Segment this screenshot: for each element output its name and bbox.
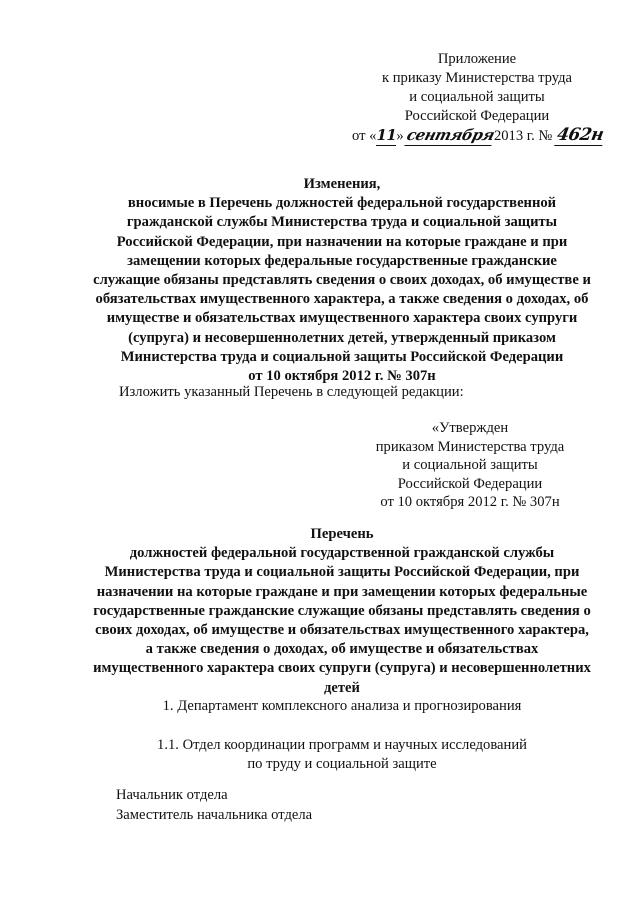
changes-title-line: от 10 октября 2012 г. № 307н <box>248 368 436 385</box>
approved-line: «Утвержден <box>431 420 509 436</box>
changes-title-line: имуществе и обязательствах имущественного характера своих супруги <box>106 310 578 327</box>
appendix-line: Российской Федерации <box>404 108 550 124</box>
appendix-header <box>352 50 605 146</box>
changes-title-line: вносимые в Перечень должностей федеральной государственной <box>127 195 557 212</box>
changes-title-line: (супруга) и несовершеннолетних детей, утвержденный приказом <box>128 329 556 346</box>
intro-paragraph: Изложить указанный Перечень в следующей редакции: <box>119 384 464 400</box>
department-heading <box>82 697 602 716</box>
division-heading <box>82 736 602 774</box>
list-title <box>82 525 602 698</box>
changes-title-line: Российской Федерации, при назначении на которые граждане и при <box>116 233 568 250</box>
list-title-line: своих доходах, об имуществе и обязательствах имущественного характера, <box>95 622 589 639</box>
approved-line: Российской Федерации <box>397 475 543 492</box>
appendix-line: Приложение <box>437 51 517 67</box>
handwritten-month: сентября <box>405 126 497 144</box>
list-title-line: имущественного характера своих супруги (супруга) и несовершеннолетних <box>93 660 591 677</box>
changes-heading: Изменения, <box>303 176 381 192</box>
changes-title-line: служащие обязаны представлять сведения о своих доходах, об имуществе и <box>93 272 591 289</box>
division-line: по труду и социальной защите <box>247 756 437 772</box>
positions-list <box>116 786 312 825</box>
approved-line: от 10 октября 2012 г. № 307н <box>380 494 560 511</box>
position-item: Заместитель начальника отдела <box>116 806 313 823</box>
position-item: Начальник отдела <box>116 787 228 803</box>
date-year: 2013 г. № <box>493 128 553 144</box>
list-title-line: а также сведения о доходах, об имуществе и обязательствах <box>145 641 539 658</box>
changes-title-line: замещении которых федеральные государственные гражданские <box>127 252 557 269</box>
list-title-line: Министерства труда и социальной защиты Российской Федерации, при <box>104 564 580 581</box>
handwritten-day: 11 <box>376 126 397 144</box>
date-prefix: от « <box>352 128 377 144</box>
department-line: 1. Департамент комплексного анализа и прогнозирования <box>162 698 522 714</box>
division-line: 1.1. Отдел координации программ и научных исследований <box>157 737 527 753</box>
approved-block <box>330 419 610 512</box>
changes-title-line: гражданской службы Министерства труда и социальной защиты <box>126 214 558 231</box>
changes-title-line: Министерства труда и социальной защиты Российской Федерации <box>120 348 564 365</box>
changes-title-line: обязательствах имущественного характера, а также сведения о доходах, об <box>95 291 589 308</box>
order-date-line <box>352 125 605 146</box>
date-mid: » <box>396 128 404 144</box>
list-title-line: назначении на которые граждане и при замещении которых федеральные <box>96 583 588 600</box>
list-title-line: должностей федеральной государственной гражданской службы <box>129 545 555 562</box>
changes-title <box>82 175 602 386</box>
approved-line: приказом Министерства труда <box>375 438 565 455</box>
list-title-line: государственные гражданские служащие обязаны представлять сведения о <box>93 602 591 619</box>
approved-line: и социальной защиты <box>402 457 538 474</box>
appendix-line: и социальной защиты <box>409 89 545 105</box>
appendix-line: к приказу Министерства труда <box>381 70 573 86</box>
handwritten-order-number: 462н <box>555 125 605 145</box>
list-title-line: детей <box>324 679 360 696</box>
list-heading: Перечень <box>310 526 374 542</box>
